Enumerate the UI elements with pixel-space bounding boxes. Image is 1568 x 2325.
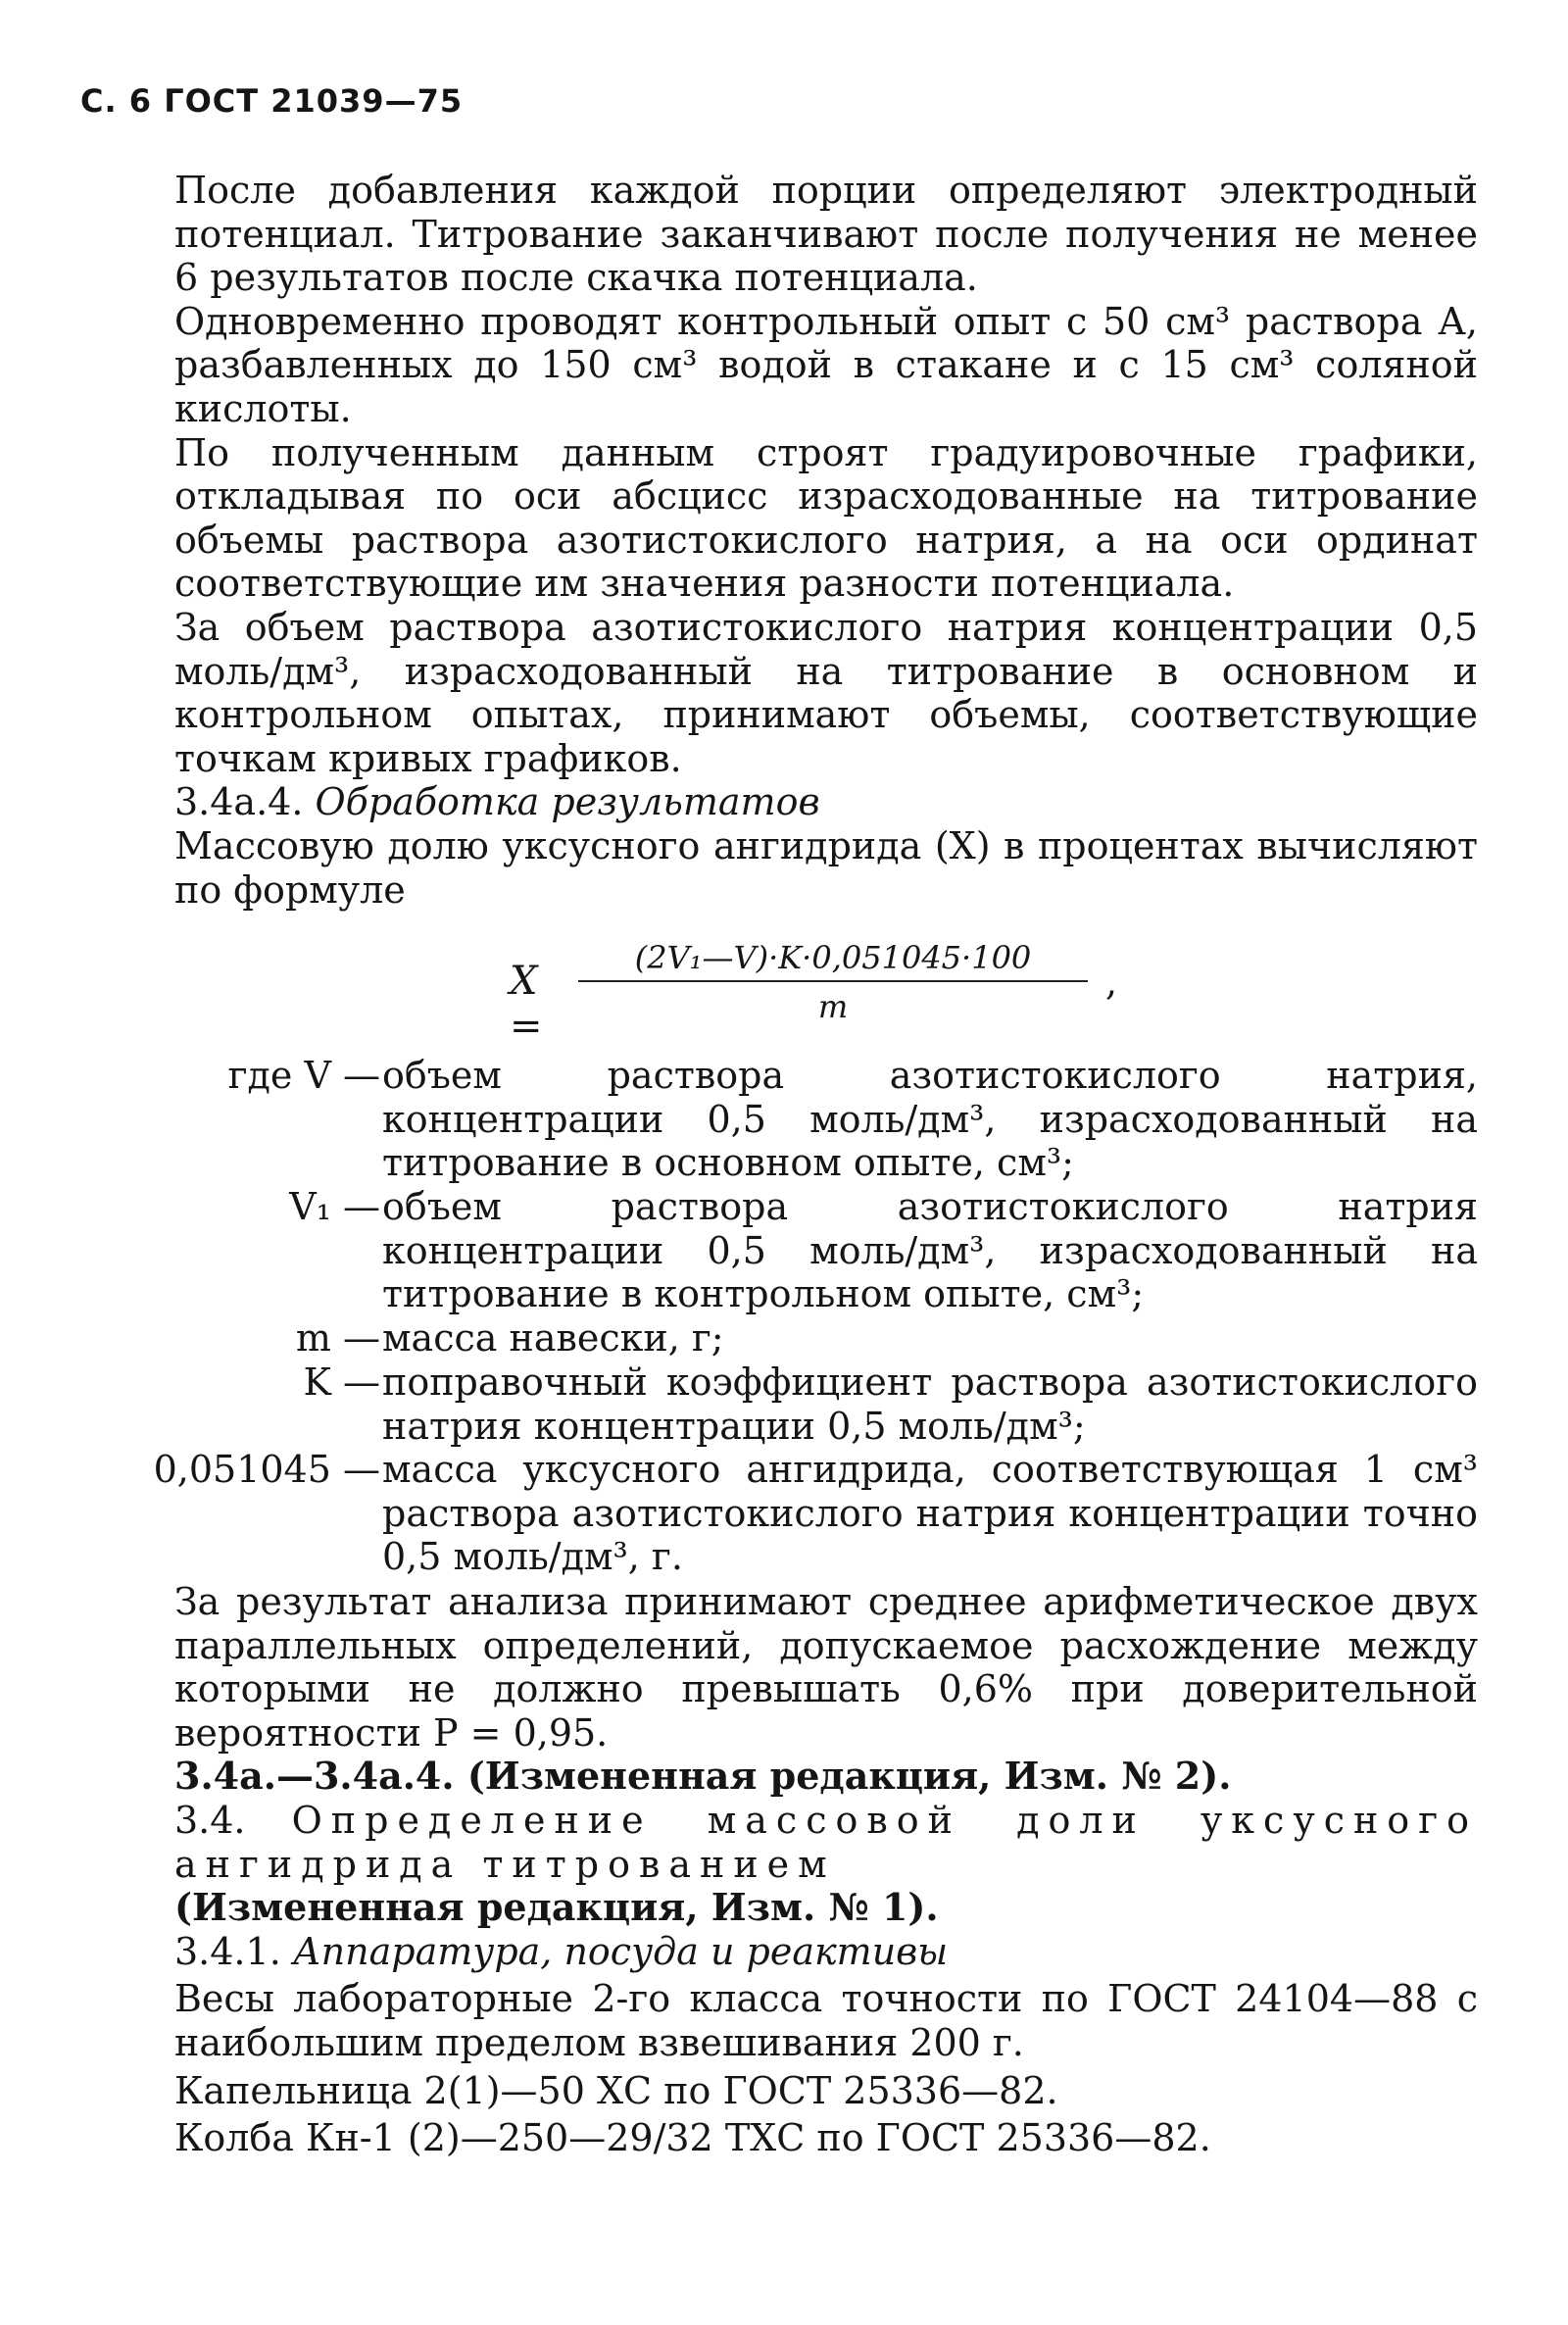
section-number: 3.4а.4. [174, 780, 304, 824]
section-3-4a-4-heading [174, 780, 1478, 824]
formula-lhs: X = [510, 959, 543, 1049]
paragraph-potential: После добавления каждой порции определяют электродный потенциал. Титрование заканчивают после получения не менее 6 результатов после скачка потенциала. [174, 169, 1478, 300]
formula-denominator: m [817, 988, 849, 1025]
amendment-1: (Измененная редакция, Изм. № 1). [174, 1885, 939, 1930]
definition-symbol: V₁ — [289, 1185, 380, 1228]
equipment-scales: Весы лабораторные 2-го класса точности по ГОСТ 24104—88 с наибольшим пределом взвешивания 200 г. [174, 1977, 1478, 2064]
formula-intro: Массовую долю уксусного ангидрида (X) в процентах вычисляют по формуле [174, 823, 1478, 912]
section-3-4-heading [174, 1799, 1478, 1886]
definition-text: масса уксусного ангидрида, соответствующая 1 см³ раствора азотистокислого натрия концентрации точно 0,5 моль/дм³, г. [382, 1448, 1478, 1579]
bottom-paragraphs [174, 1580, 1478, 2160]
section-title: Определение массовой доли уксусного ангидрида титрованием [174, 1798, 1478, 1886]
definition-symbol: 0,051045 — [153, 1448, 380, 1491]
section-title: Обработка результатов [315, 780, 820, 824]
paragraph-result: За результат анализа принимают среднее арифметическое двух параллельных определений, допускаемое расхождение между которыми не должно превышать 0,6% при доверительной вероятности P = 0,95. [174, 1580, 1478, 1755]
definition-symbol: m — [295, 1316, 380, 1360]
definition-text: объем раствора азотистокислого натрия, концентрации 0,5 моль/дм³, израсходованный на титрование в основном опыте, см³; [382, 1054, 1478, 1185]
paragraph-graphs: По полученным данным строят градуировочные графики, откладывая по оси абсцисс израсходованные на титрование объемы раствора азотистокислого натрия, а на оси ординат соответствующие им значения разности потенциала. [174, 430, 1478, 606]
page-header: С. 6 ГОСТ 21039—75 [80, 82, 464, 120]
definition-symbol: K — [303, 1360, 380, 1404]
paragraph-control-test: Одновременно проводят контрольный опыт с 50 см³ раствора А, разбавленных до 150 см³ водой в стакане и с 15 см³ соляной кислоты. [174, 299, 1478, 430]
section-number: 3.4. [174, 1798, 246, 1842]
paragraph-volume: За объем раствора азотистокислого натрия концентрации 0,5 моль/дм³, израсходованный на титрование в основном и контрольном опытах, принимают объемы, соответствующие точкам кривых графиков. [174, 605, 1478, 780]
section-number: 3.4.1. [174, 1929, 281, 1973]
definition-text: масса навески, г; [382, 1316, 724, 1360]
definition-symbol: где V — [227, 1054, 380, 1097]
formula-fraction [578, 939, 1088, 1025]
amendment-2: 3.4а.—3.4а.4. (Измененная редакция, Изм. № 2). [174, 1754, 1232, 1799]
formula-numerator: (2V₁—V)·K·0,051045·100 [578, 939, 1088, 982]
definition-text: поправочный коэффициент раствора азотистокислого натрия концентрации 0,5 моль/дм³; [382, 1360, 1478, 1448]
top-paragraphs [174, 169, 1478, 912]
section-3-4-1-heading [174, 1930, 1478, 1974]
formula-trail: , [1105, 961, 1118, 1004]
equipment-flask: Колба Кн-1 (2)—250—29/32 ТХС по ГОСТ 25336—82. [174, 2116, 1211, 2160]
definition-text: объем раствора азотистокислого натрия концентрации 0,5 моль/дм³, израсходованный на титрование в контрольном опыте, см³; [382, 1185, 1478, 1316]
section-title: Аппаратура, посуда и реактивы [292, 1929, 949, 1973]
equipment-dropper: Капельница 2(1)—50 ХС по ГОСТ 25336—82. [174, 2068, 1058, 2112]
